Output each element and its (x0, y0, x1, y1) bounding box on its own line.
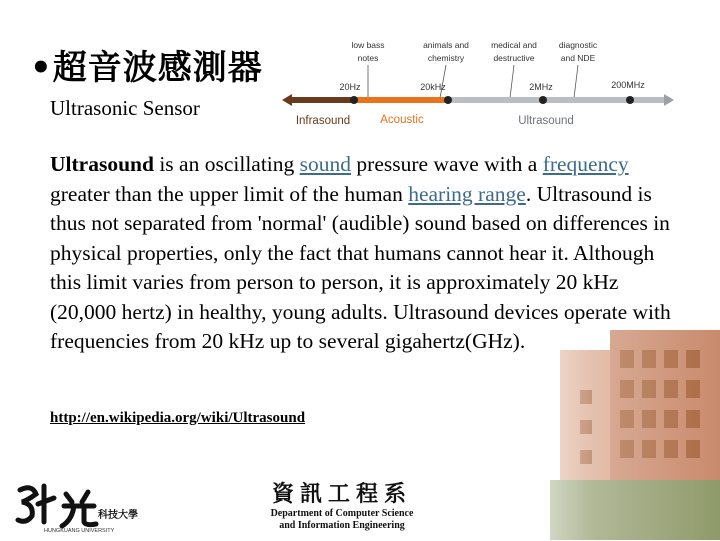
link-hearing-range[interactable]: hearing range (408, 181, 526, 206)
frequency-spectrum-figure (278, 38, 678, 130)
link-sound[interactable]: sound (299, 152, 352, 176)
band-acoustic-label: Acoustic (380, 114, 424, 126)
freq-2mhz: 2MHz (529, 82, 553, 92)
slide-subtitle: Ultrasonic Sensor (50, 96, 200, 120)
marker-20hz (350, 96, 358, 104)
band-ultrasound-label: Ultrasound (518, 115, 574, 127)
body-text-4: . Ultrasound is thus not separated from 'normal' (audible) sound based on differences in physical properties, only the fact that humans cannot hear it. Although this limit varies from person to person, it is approximately 20 kHz (20,000 hertz) in healthy, young adults. Ultrasound devices operate with frequencies from 20 kHz up to several gigahertz(GHz). (50, 181, 671, 353)
band-infrasound-label: Infrasound (295, 115, 351, 127)
body-text-3: greater than the upper limit of the human (50, 181, 409, 206)
freq-20khz: 20kHz (420, 82, 446, 92)
freq-20hz: 20Hz (339, 82, 361, 92)
band-infrasound-bar (292, 97, 354, 103)
arrow-left-icon (282, 94, 292, 106)
university-logo (14, 480, 164, 536)
university-name-cn: 科技大學 (98, 510, 138, 521)
spectrum-note-3: medical and (491, 40, 537, 50)
link-frequency[interactable]: frequency (542, 152, 629, 176)
body-paragraph (50, 150, 690, 357)
body-text-2: pressure wave with a (351, 152, 543, 176)
university-name-en: HUNGKUANG UNIVERSITY (44, 528, 115, 534)
department-name-en-2: and Information Engineering (279, 520, 405, 531)
spectrum-note-1: low bass (351, 40, 385, 50)
slide-title: •超音波感測器 (30, 48, 263, 88)
department-name-en-1: Department of Computer Science (270, 508, 414, 519)
body-text-1: is an oscillating (153, 152, 300, 176)
university-logo-mark (14, 480, 164, 536)
department-name-cn: 資訊工程系 (271, 482, 412, 507)
spectrum-note-1b: notes (357, 53, 379, 63)
spectrum-note-2: animals and (423, 40, 469, 50)
marker-20khz (444, 96, 452, 104)
marker-200mhz (626, 96, 634, 104)
spectrum-note-4b: and NDE (560, 53, 596, 63)
arrow-right-icon (664, 94, 674, 106)
marker-2mhz (539, 96, 547, 104)
spectrum-note-3b: destructive (493, 53, 535, 63)
spectrum-note-2b: chemistry (427, 53, 465, 63)
band-acoustic-bar (354, 97, 448, 103)
spectrum-note-4: diagnostic (558, 40, 598, 50)
freq-200mhz: 200MHz (611, 80, 645, 90)
term-ultrasound: Ultrasound (50, 152, 154, 176)
department-logo (262, 482, 422, 538)
building-photo (490, 330, 720, 540)
source-link[interactable]: http://en.wikipedia.org/wiki/Ultrasound (50, 410, 306, 426)
